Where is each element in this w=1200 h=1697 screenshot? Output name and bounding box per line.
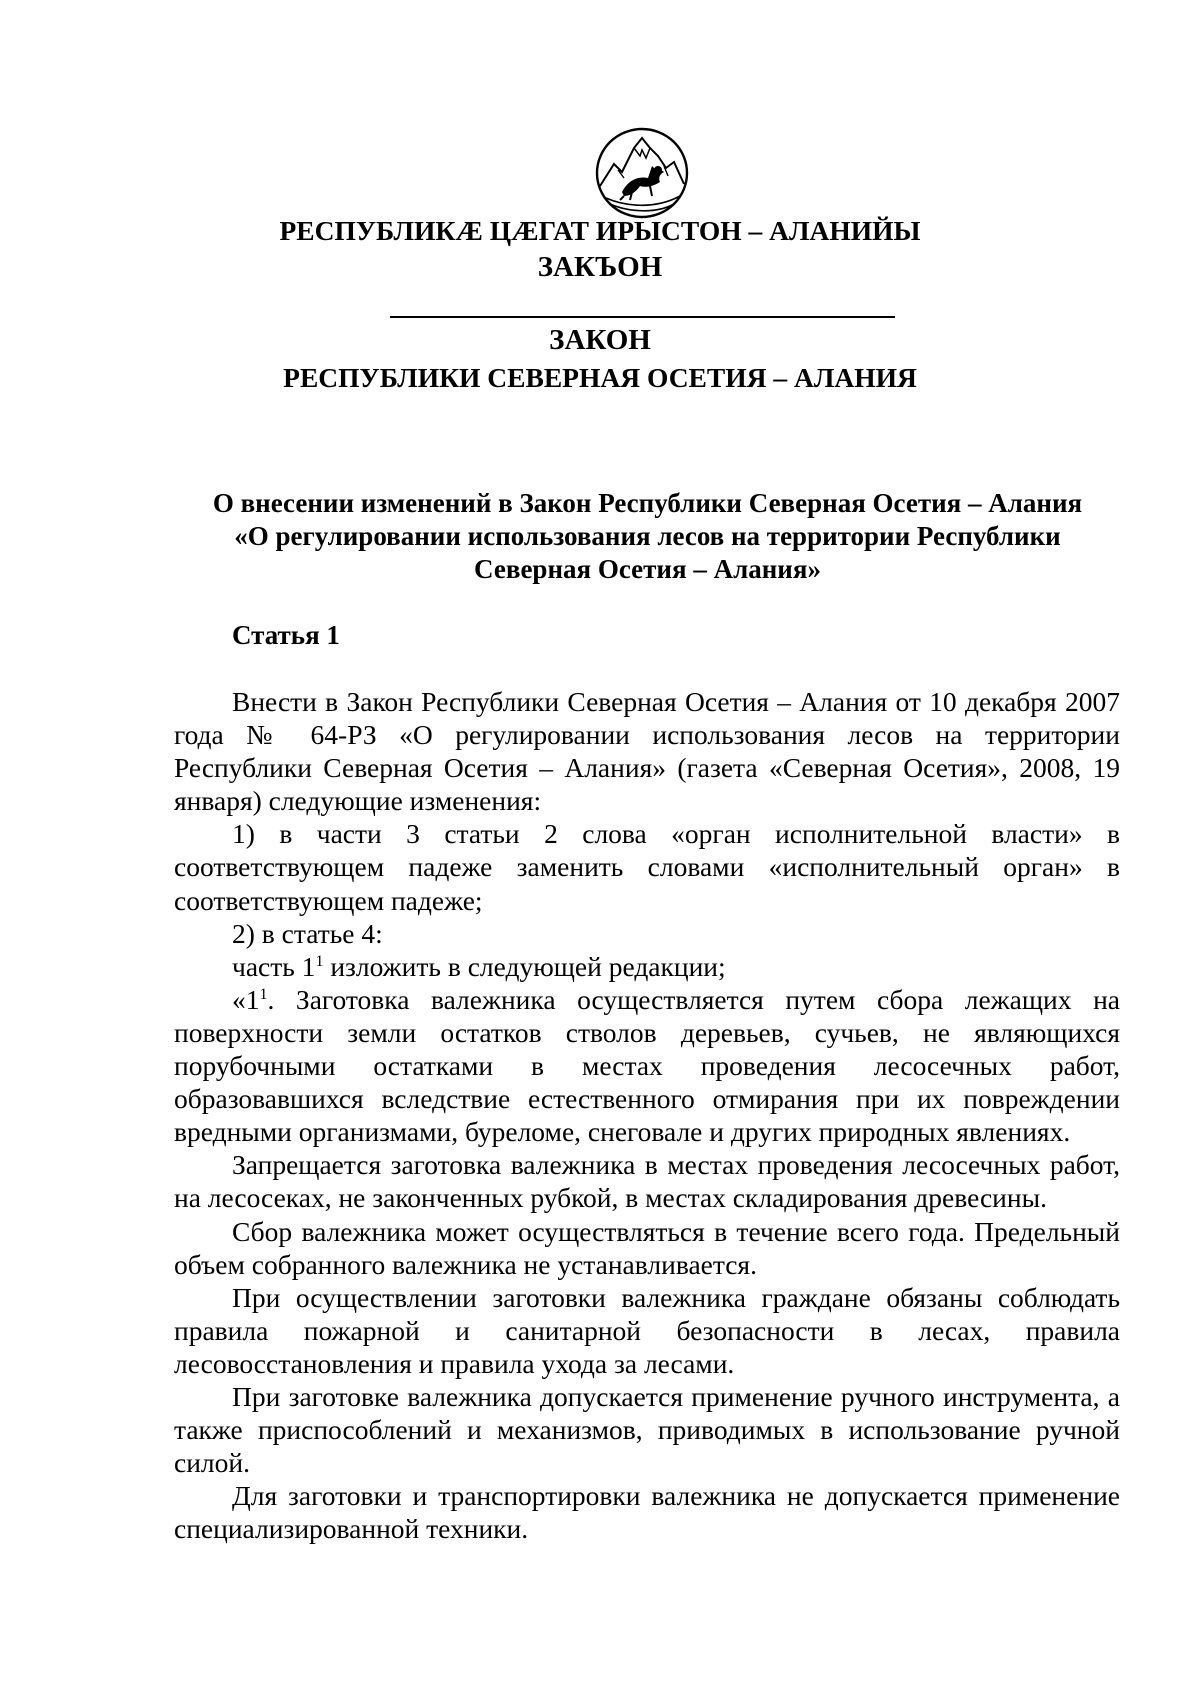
republic-title-russian: РЕСПУБЛИКИ СЕВЕРНАЯ ОСЕТИЯ – АЛАНИЯ bbox=[283, 362, 917, 393]
paragraph: Внести в Закон Республики Северная Осетия – Алания от 10 декабря 2007 года № 64-РЗ «О регулировании использования лесов на территории Республики Северная Осетия – Алания» (газета «Северная Осетия», 2008, 19 января) следующие изменения: bbox=[174, 686, 1120, 817]
paragraph-text: изложить в следующей редакции; bbox=[323, 950, 726, 982]
paragraph-text: «1 bbox=[232, 983, 260, 1015]
paragraph: 1) в части 3 статьи 2 слова «орган исполнительной власти» в соответствующем падеже заменить словами «исполнительный орган» в соответствующем падеже; bbox=[174, 818, 1120, 916]
header-divider bbox=[390, 316, 895, 318]
superscript: 1 bbox=[259, 985, 268, 1003]
law-title-line: Северная Осетия – Алания» bbox=[474, 554, 821, 584]
paragraph bbox=[174, 950, 1120, 983]
paragraph: Запрещается заготовка валежника в местах проведения лесосечных работ, на лесосеках, не законченных рубкой, в местах складирования древесины. bbox=[174, 1149, 1120, 1214]
paragraph: При осуществлении заготовки валежника граждане обязаны соблюдать правила пожарной и санитарной безопасности в лесах, правила лесовосстановления и правила ухода за лесами. bbox=[174, 1281, 1120, 1379]
paragraph: Для заготовки и транспортировки валежника не допускается применение специализированной техники. bbox=[174, 1480, 1120, 1545]
paragraph-text: часть 1 bbox=[232, 950, 316, 982]
law-title bbox=[175, 487, 1120, 586]
law-heading-ossetian: ЗАКЪОН bbox=[537, 251, 663, 283]
paragraph: Сбор валежника может осуществляться в течение всего года. Предельный объем собранного валежника не устанавливается. bbox=[174, 1215, 1120, 1280]
paragraph: При заготовке валежника допускается применение ручного инструмента, а также приспособлений и механизмов, приводимых в использование ручной силой. bbox=[174, 1380, 1120, 1479]
law-title-line: О внесении изменений в Закон Республики Северная Осетия – Алания bbox=[212, 488, 1083, 518]
paragraph bbox=[174, 983, 1120, 1148]
paragraph-text: . Заготовка валежника осуществляется путем сбора лежащих на поверхности земли остатков стволов деревьев, сучьев, не являющихся порубочными остатками в местах проведения лесосечных работ, образовавшихся вследствие естественного отмирания при их повреждении вредными организмами, буреломе, снеговале и других природных явлениях. bbox=[174, 983, 1120, 1148]
article-body bbox=[174, 685, 1120, 1545]
coat-of-arms-icon bbox=[594, 126, 690, 220]
republic-title-ossetian: РЕСПУБЛИКÆ ЦÆГАТ ИРЫСТОН – АЛАНИЙЫ bbox=[279, 215, 921, 246]
paragraph: 2) в статье 4: bbox=[232, 917, 383, 949]
article-heading: Статья 1 bbox=[232, 620, 340, 650]
law-title-line: «О регулировании использования лесов на территории Республики bbox=[234, 521, 1061, 551]
superscript: 1 bbox=[315, 952, 324, 970]
law-heading-russian: ЗАКОН bbox=[549, 324, 651, 356]
